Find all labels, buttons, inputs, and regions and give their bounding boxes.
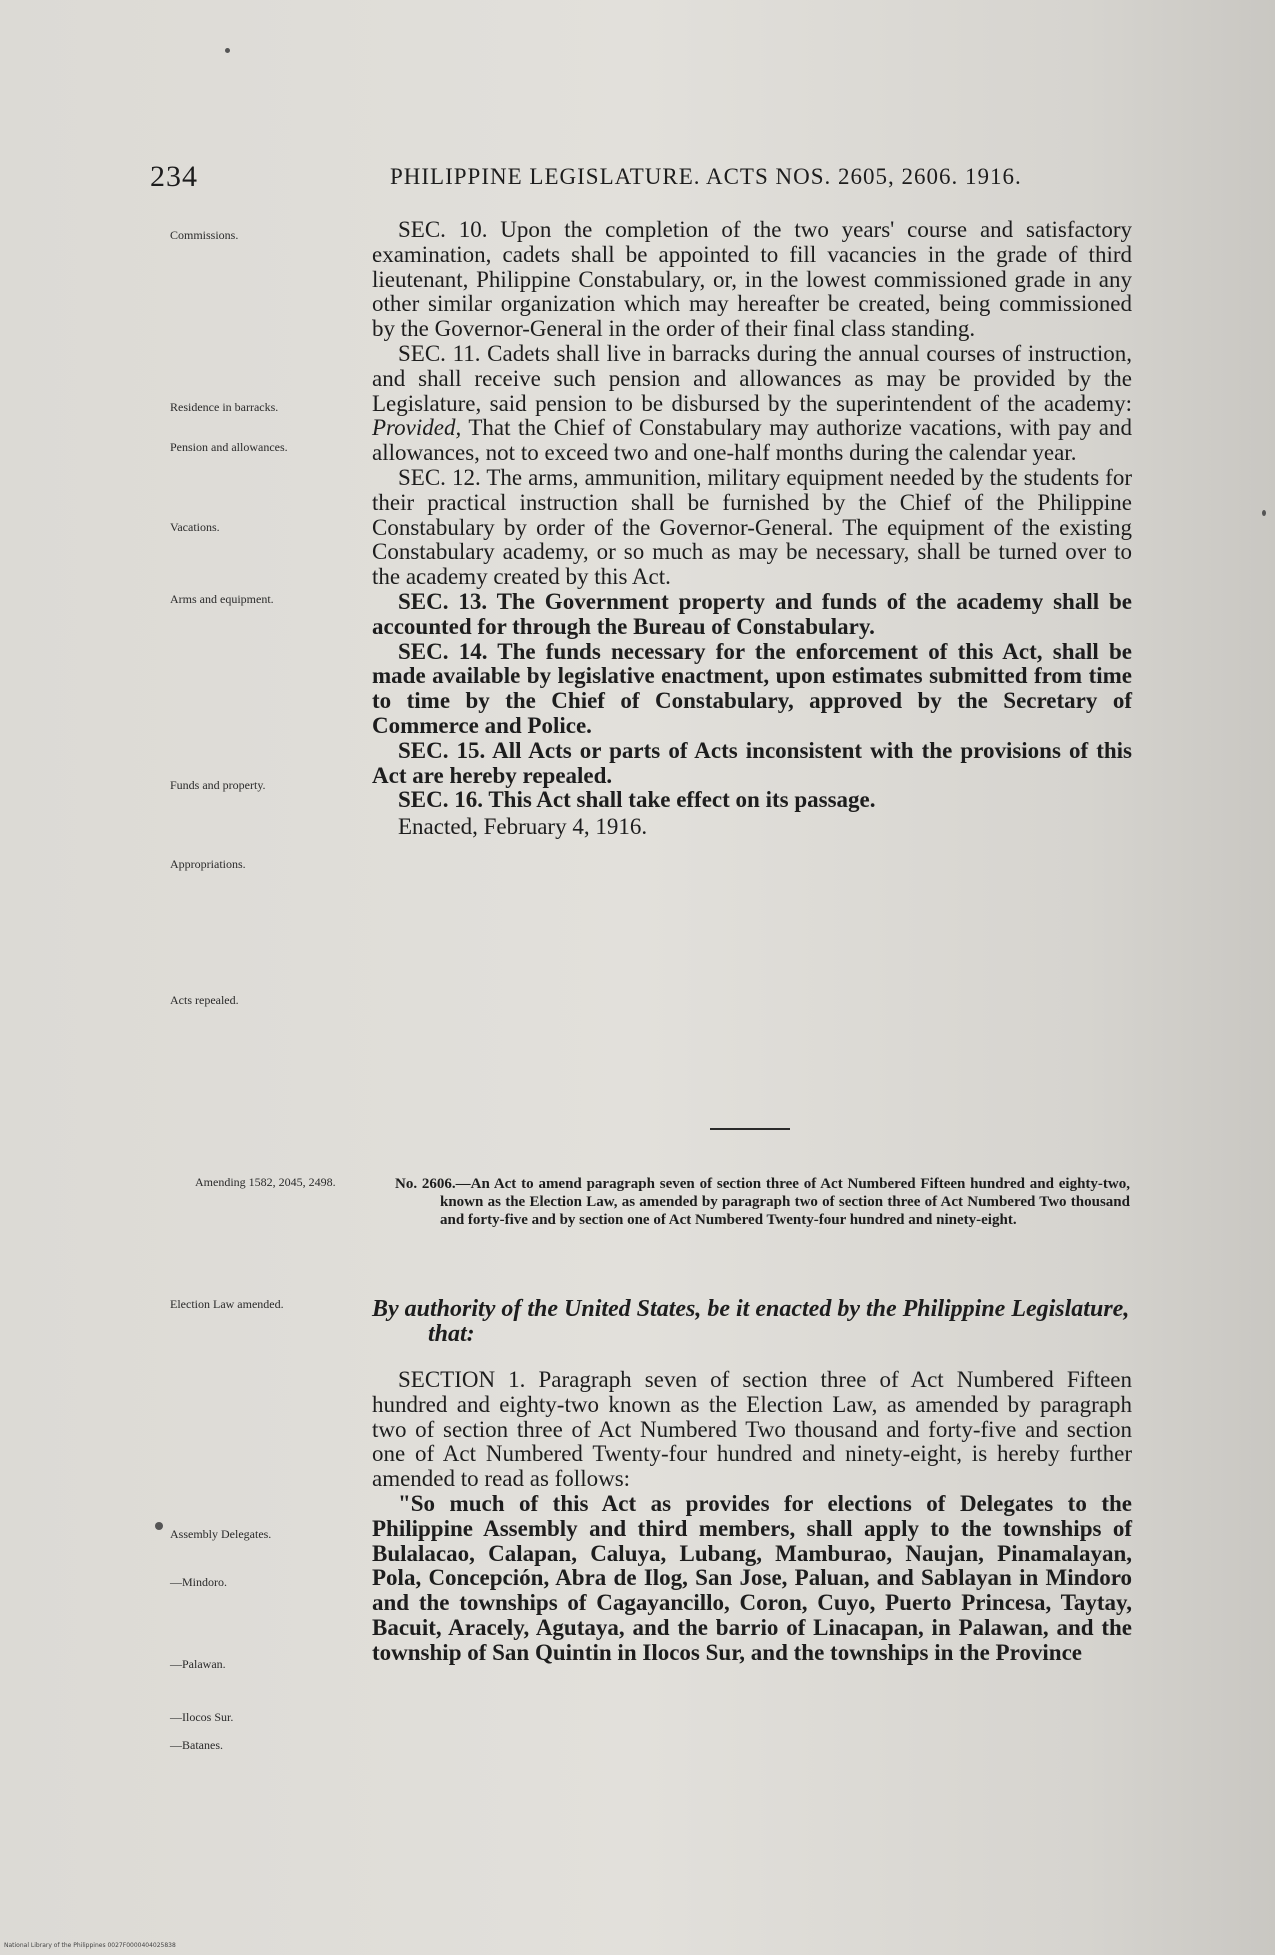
enacting-clause: By authority of the United States, be it enacted by the Philippine Legislature, that: [372, 1296, 1130, 1347]
margin-note-pension: Pension and allowances. [170, 440, 288, 454]
scan-speck [225, 48, 230, 53]
section-10: SEC. 10. Upon the completion of the two years' course and satisfactory examination, cadets shall be appointed to fill vacancies in the grade of third lieutenant, Philippine Constabulary, or, in the lowest commissioned grade in any other similar organization which may hereafter be created, being commissioned by the Governor-General in the order of their final class standing. [372, 217, 1132, 342]
page-number: 234 [150, 160, 198, 193]
section-12: SEC. 12. The arms, ammunition, military equipment needed by the students for their practical instruction shall be furnished by the Chief of the Philippine Constabulary by order of the Governor-General. The equipment of the existing Constabulary academy, or so much as may be necessary, shall be turned over to the academy created by this Act. [372, 464, 1132, 590]
margin-note-batanes: —Batanes. [170, 1738, 223, 1752]
page-header [150, 160, 1130, 200]
margin-note-mindoro: —Mindoro. [170, 1575, 227, 1589]
margin-note-residence: Residence in barracks. [170, 400, 279, 414]
act-2606-body [372, 1368, 1132, 1666]
margin-note-election-law: Election Law amended. [170, 1297, 284, 1311]
scan-footer: National Library of the Philippines 0027F0000404025838 [4, 1942, 176, 1949]
margin-note-ilocos-sur: —Ilocos Sur. [170, 1710, 234, 1724]
margin-note-appropriations: Appropriations. [170, 857, 246, 871]
section-divider [710, 1128, 790, 1130]
section-1: SECTION 1. Paragraph seven of section three of Act Numbered Fifteen hundred and eighty-two known as the Election Law, as amended by paragraph two of section three of Act Numbered Two thousand and forty-five and section one of Act Numbered Twenty-four hundred and ninety-eight, is hereby further amended to read as follows: [372, 1367, 1132, 1492]
margin-note-vacations: Vacations. [170, 520, 220, 534]
margin-note-arms: Arms and equipment. [170, 592, 274, 606]
section-15: SEC. 15. All Acts or parts of Acts inconsistent with the provisions of this Act are hereby repealed. [372, 737, 1132, 788]
section-11 [372, 342, 1132, 466]
section-14: SEC. 14. The funds necessary for the enforcement of this Act, shall be made available by legislative enactment, upon estimates submitted from time to time by the Chief of Constabulary, approved by the Secretary of Commerce and Police. [372, 638, 1132, 738]
section-11-text: SEC. 11. Cadets shall live in barracks during the annual courses of instruction, and shall receive such pension and allowances as may be provided by the Legislature, said pension to be disbursed by the superintendent of the academy: [372, 340, 1132, 416]
section-16: SEC. 16. This Act shall take effect on its passage. [398, 787, 876, 813]
scan-speck [155, 1522, 163, 1530]
act-body-text [372, 218, 1132, 840]
running-head: PHILIPPINE LEGISLATURE. ACTS NOS. 2605, 2606. 1916. [390, 164, 1022, 189]
margin-note-amending: Amending 1582, 2045, 2498. [195, 1175, 336, 1189]
act-title: No. 2606.—An Act to amend paragraph seven of section three of Act Numbered Fifteen hundred and eighty-two, known as the Election Law, as amended by paragraph two of section three of Act Numbered Two thousand and forty-five and by section one of Act Numbered Twenty-four hundred and ninety-eight. [395, 1176, 1130, 1228]
proviso-word: Provided, [372, 415, 462, 441]
margin-note-assembly-delegates: Assembly Delegates. [170, 1527, 272, 1541]
margin-note-funds: Funds and property. [170, 778, 266, 792]
margin-note-acts-repealed: Acts repealed. [170, 993, 239, 1007]
section-11-proviso: That the Chief of Constabulary may authorize vacations, with pay and allowances, not to exceed two and one-half months during the calendar year. [372, 415, 1133, 466]
margin-note-commissions: Commissions. [170, 228, 239, 242]
margin-note-palawan: —Palawan. [170, 1657, 226, 1671]
enacted-date: Enacted, February 4, 1916. [398, 814, 648, 840]
section-13: SEC. 13. The Government property and funds of the academy shall be accounted for through the Bureau of Constabulary. [372, 588, 1132, 639]
scan-speck [1262, 510, 1266, 516]
quoted-paragraph: "So much of this Act as provides for elections of Delegates to the Philippine Assembly and third members, shall apply to the townships of Bulalacao, Calapan, Caluya, Lubang, Mamburao, Naujan, Pinamalayan, Pola, Concepción, Abra de Ilog, San Jose, Paluan, and Sablayan in Mindoro and the townships of Cagayancillo, Coron, Cuyo, Puerto Princesa, Taytay, Bacuit, Aracely, Agutaya, and the barrio of Linacapan, in Palawan, and the township of San Quintin in Ilocos Sur, and the townships in the Province [372, 1490, 1132, 1665]
